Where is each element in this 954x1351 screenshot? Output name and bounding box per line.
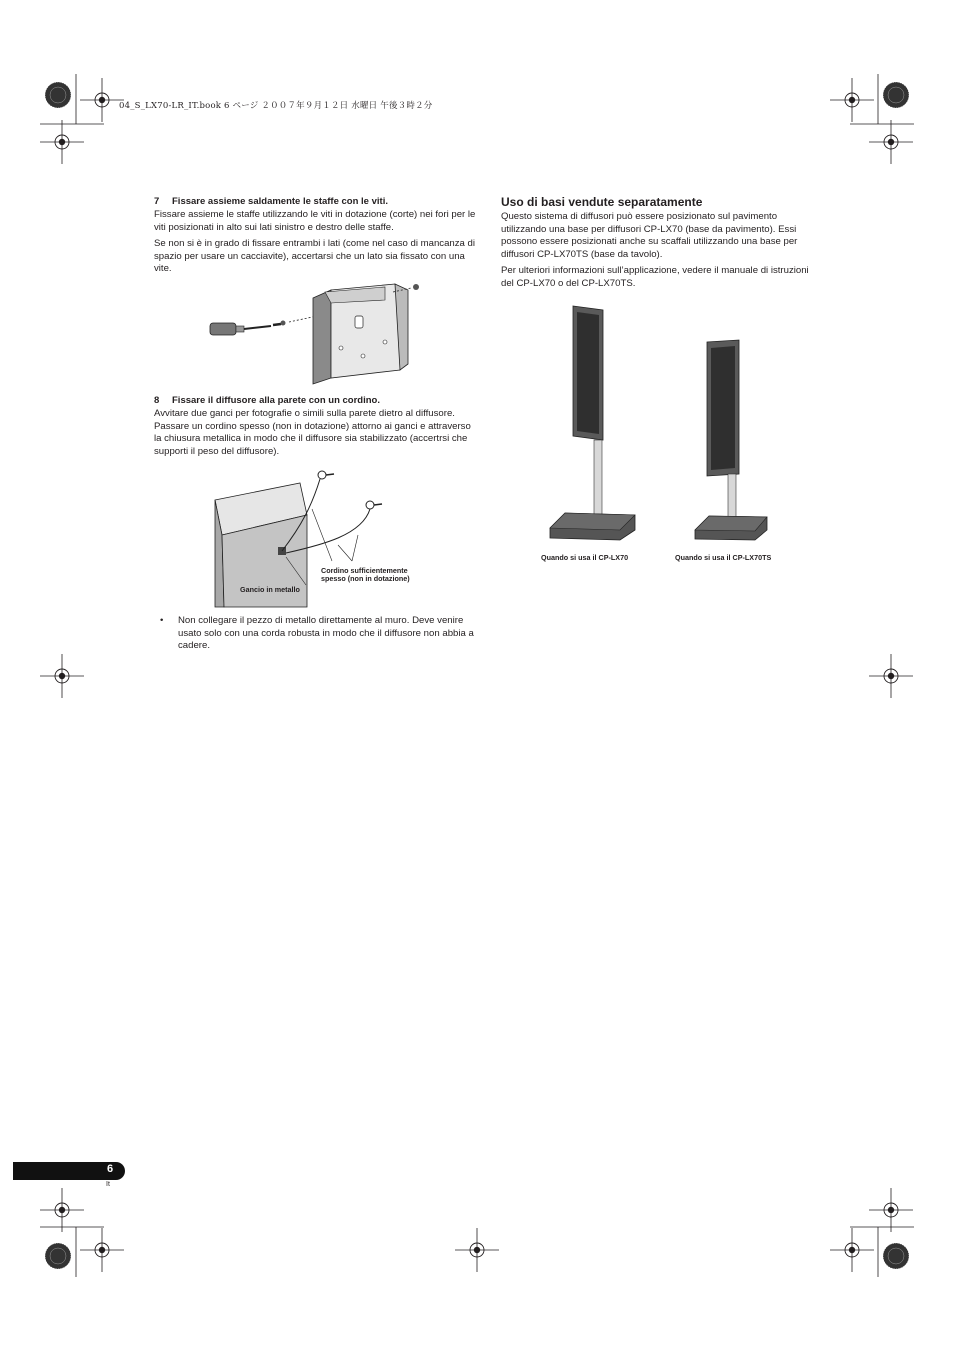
section-body xyxy=(501,211,819,295)
figure-label-cord-line1: Cordino sufficientemente xyxy=(321,566,408,575)
speaker-stands-illustration xyxy=(545,302,785,547)
bullet-text: Non collegare il pezzo di metallo direttamente al muro. Deve venire usato solo con una corda robusta in modo che il diffusore non abbia a cadere. xyxy=(178,615,474,652)
crop-mark-top-left xyxy=(40,74,124,164)
figure-label-cord-line2: spesso (non in dotazione) xyxy=(321,574,410,584)
caption-cp-lx70: Quando si usa il CP-LX70 xyxy=(541,553,629,562)
step-8-number: 8 xyxy=(154,395,160,406)
section-title: Uso di basi vendute separatamente xyxy=(501,195,703,209)
section-paragraph: Questo sistema di diffusori può essere posizionato sul pavimento utilizzando una base per diffusori CP-LX70 (base da pavimento). Essi possono essere posizionati anche su scaffali utilizzando una base per diffusori CP-LX70TS (base da tavolo). xyxy=(501,211,798,260)
step-7-heading xyxy=(154,196,484,207)
figure-label-cord xyxy=(321,567,441,584)
step-7-paragraph: Se non si è in grado di fissare entrambi i lati (come nel caso di mancanza di spazio per usare un cacciavite), accertarsi che un lato sia fissato con una vite. xyxy=(154,238,476,275)
table-stand-cp-lx70ts xyxy=(695,340,767,540)
crop-mark-bottom-left xyxy=(40,1188,124,1277)
step-7-number: 7 xyxy=(154,196,160,207)
caption-cp-lx70ts: Quando si usa il CP-LX70TS xyxy=(675,553,772,562)
step-7-body xyxy=(154,209,476,280)
page-number: 6 xyxy=(106,1163,114,1175)
warning-bullet xyxy=(160,615,476,653)
step-8-paragraph: Avvitare due ganci per fotografie o simili sulla parete dietro al diffusore. Passare un cordino spesso (non in dotazione) attorno ai ganci e attraverso la chiusura metallica in modo che il diffusore sia stabilizzato (accertrsi che supporti il peso del diffusore). xyxy=(154,408,471,457)
step-7-title: Fissare assieme saldamente le staffe con le viti. xyxy=(172,196,388,207)
section-paragraph: Per ulteriori informazioni sull’applicazione, vedere il manuale di istruzioni del CP-LX70 o del CP-LX70TS. xyxy=(501,265,809,289)
floor-stand-cp-lx70 xyxy=(550,306,635,540)
book-meta-line: 04_S_LX70-LR_IT.book 6 ページ ２００７年９月１２日 水曜日 午後３時２分 xyxy=(119,101,433,111)
step-8-title: Fissare il diffusore alla parete con un cordino. xyxy=(172,395,380,406)
figure-label-metal-hook: Gancio in metallo xyxy=(240,585,300,594)
bracket-assembly-illustration xyxy=(205,278,435,388)
step-8-body xyxy=(154,408,476,462)
language-code: It xyxy=(106,1181,110,1188)
bullet-symbol: • xyxy=(160,615,164,626)
crop-mark-top-right xyxy=(830,74,914,164)
step-7-paragraph: Fissare assieme le staffe utilizzando le viti in dotazione (corte) nei fori per le viti posizionati in alto sui lati sinistro e destro delle staffe. xyxy=(154,209,476,233)
step-8-heading xyxy=(154,395,484,406)
crop-mark-bottom-right xyxy=(830,1188,914,1277)
